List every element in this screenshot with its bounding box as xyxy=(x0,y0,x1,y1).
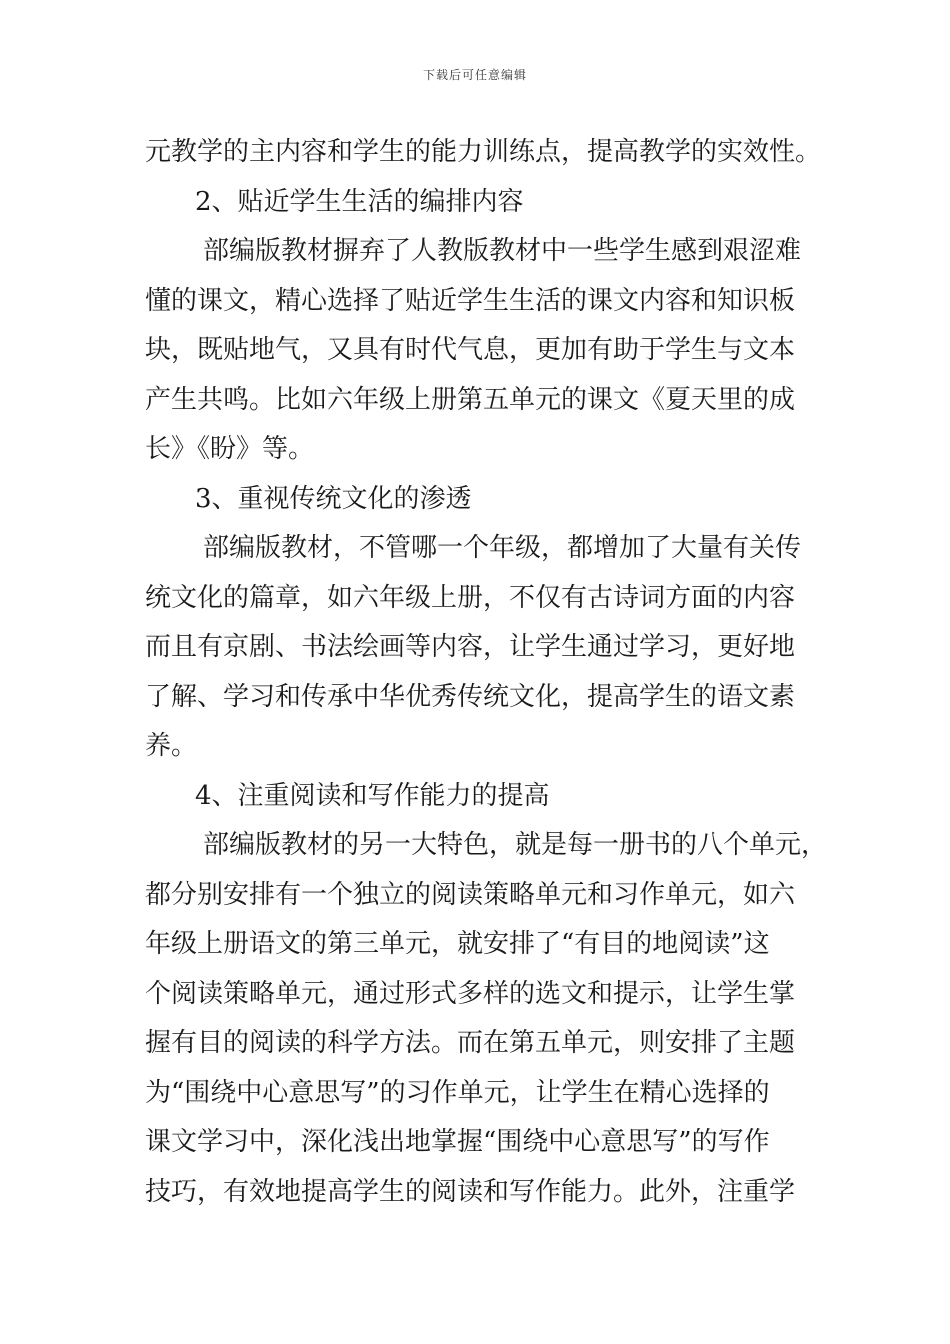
section-heading: 4、注重阅读和写作能力的提高 xyxy=(195,780,550,811)
paragraph-first-line: 部编版教材，不管哪一个年级，都增加了大量有关传 xyxy=(203,533,802,563)
text-line: 懂的课文，精心选择了贴近学生生活的课文内容和知识板 xyxy=(145,285,796,316)
section-heading: 3、重视传统文化的渗透 xyxy=(195,483,472,514)
text-line: 块，既贴地气，又具有时代气息，更加有助于学生与文本 xyxy=(145,335,796,365)
text-line: 产生共鸣。比如六年级上册第五单元的课文《夏天里的成 xyxy=(145,384,796,415)
text-line: 课文学习中，深化浅出地掌握“围绕中心意思写”的写作 xyxy=(145,1127,770,1157)
text-line: 年级上册语文的第三单元，就安排了“有目的地阅读”这 xyxy=(145,929,770,959)
text-line: 而且有京剧、书法绘画等内容，让学生通过学习，更好地 xyxy=(145,632,796,662)
text-line: 养。 xyxy=(145,731,198,761)
text-line: 长》《盼》等。 xyxy=(145,434,315,464)
text-line: 为“围绕中心意思写”的习作单元，让学生在精心选择的 xyxy=(145,1077,770,1108)
section-heading: 2、贴近学生生活的编排内容 xyxy=(195,186,524,217)
text-line: 元教学的主内容和学生的能力训练点，提高教学的实效性。 xyxy=(145,137,822,167)
text-line: 了解、学习和传承中华优秀传统文化，提高学生的语文素 xyxy=(145,681,796,712)
text-line: 都分别安排有一个独立的阅读策略单元和习作单元，如六 xyxy=(145,879,796,910)
document-body xyxy=(145,128,828,1217)
text-line: 个阅读策略单元，通过形式多样的选文和提示，让学生掌 xyxy=(145,978,796,1009)
page-header: 下载后可任意编辑 xyxy=(422,68,527,82)
paragraph-first-line: 部编版教材摒弃了人教版教材中一些学生感到艰涩难 xyxy=(203,236,802,266)
text-line: 握有目的阅读的科学方法。而在第五单元，则安排了主题 xyxy=(145,1028,796,1058)
text-line: 技巧，有效地提高学生的阅读和写作能力。此外，注重学 xyxy=(145,1176,796,1207)
text-line: 统文化的篇章，如六年级上册，不仅有古诗词方面的内容 xyxy=(145,582,796,613)
paragraph-first-line: 部编版教材的另一大特色，就是每一册书的八个单元， xyxy=(203,830,828,860)
